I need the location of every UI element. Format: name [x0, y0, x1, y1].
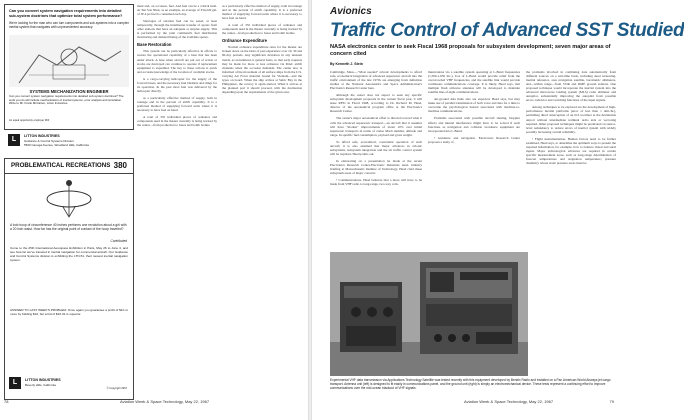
- puzzle-title: PROBLEMATICAL RECREATIONS: [11, 162, 111, 169]
- litton2-address: Beverly Hills, California: [25, 383, 56, 387]
- puzzle-body: A bob hoop of circumference 40 inches performs one revolution about a girl with a 20 inch waist. How far has the original point of contact of the hoop traveled?: [10, 223, 127, 231]
- litton2-credit: © Copyright 1967: [106, 387, 127, 390]
- right-col-2-p3: Problems associated with possible aircraft sharing, Doppler effects and mutual interference might have to be solved if such functions as navigation and collision avoidance equipment are incorporated into L-Band.: [428, 116, 520, 133]
- left-col-b: [222, 4, 302, 97]
- puzzle-answer: ANSWER TO LAST WEEK'S PROBLEM: Once again you guarantee a profit of $10 or more by bidding $10, but a bid of $10.01 is superior.: [10, 308, 128, 316]
- base-restoration-text: This system can be particularly effective in efforts to restore the operational capability of a base that has been under attack. A base when aircraft are put out of action or stocks are destroyed can continue to operate if replacement equipment is expedited. The key to these actions is quick and accurate knowledge of the location of available stocks.: [137, 49, 217, 74]
- puzzle-number: 380: [113, 161, 127, 170]
- right-page: [314, 0, 684, 410]
- litton-division: Guidance & Control Systems Division: [24, 139, 74, 143]
- right-col-1-p3: The center's major aeronautical effort is directed toward what it calls the advanced supersonic transport—an aircraft that it assumes will have "modest" improvements of about 10% over initial supersonic transports in terms of cruise Mach number, altitude and range. In specific fuel consumption, payload and gross weight.: [330, 116, 422, 137]
- right-col-3-p1: the problems involved in combining data automatically from different sources on a real-time basis, including dead reckoning, inertial reference, area navigation satellite, barometric altimeters, and—within range—from VOR and DME ground stations. One proposed technique would incorporate the inertial system into the advanced microwave landing system (MLS) radar altimeter and autopilot, substantially improving the autopilot from possible errors, behavior and switching functions of the input signals.: [526, 70, 616, 103]
- left-col-b-p2: A total of 355 individual pieces of ordnance and components used in the theater currently is being tracked by the center—from production to bases and bomb bodies.: [222, 23, 302, 36]
- right-col-2: [428, 70, 520, 248]
- puzzle-contributor: Contributed: [110, 239, 127, 243]
- equipment-photo-image: [330, 252, 528, 376]
- right-col-2-p2: Air-ground data links also are expected, Head says, but may make use of parallel transmission of both voice and data for a time to overcome the psychological hazard associated with machine-to-machine communications.: [428, 97, 520, 114]
- litton2-company: LITTON INDUSTRIES: [25, 378, 61, 382]
- ordnance-text: Normal ordnance expenditure rates for the theater are broken down on the basis of past experience over 10, 30 and 90-day periods. Any significant deviation in any unusual trends, as an itemized or general basis, so that early requests may be made for more or less ordnance via MAC airlift channels when the occasion demands. The center also is informed of the movement of all surface ships from the U.S. carrying Air Force materiel bound for Vietnam—and the types on board. When the ship arrives at Subic Bay in the Philippines, the convoy is again alerted. When it arrives at the planned port it should proceed, with the destination depending upon the requirements of the given area.: [222, 45, 302, 94]
- right-folio: 79: [609, 399, 614, 404]
- left-folio: 78: [4, 399, 9, 404]
- ad-question: Can you convert system navigation requirements into detailed sub-system doctrines that optimize total system performance?: [9, 9, 123, 18]
- deck: NASA electronics center to seek Fiscal 1968 proposals for subsystem development; seven major areas of concern cited: [330, 44, 611, 57]
- ad-text: Can you convert system navigation requirements into detailed sub-system doctrines? The work you do will include mechanization of inertial systems, error analysis and simulation. Write to Mr. Frank McCarten, Litton Industries.: [9, 94, 124, 105]
- litton-street: 5500 Canoga Avenue, Woodland Hills, California: [24, 143, 89, 147]
- right-col-3-p2: Among techniques to be explored are the development of high-performance inertial platforms (error of less than 1 nmi./hr.), permitting direct interception of an ILS localizer at the destination airport without intermediate terminal radio aids or vectoring required. Other proposed techniques might be predicated on sensor-level redundancy to reduce errors of inertial system with widely possibly increasing overall reliability.: [526, 105, 616, 134]
- left-col-a-p4: as a particularly effective method of supply, both in tonnage and in the percent of airlift capability. It is a preferred method of supplying forward units where it is necessary to have fuel on hand.: [137, 95, 217, 113]
- right-col-1-p4: To afford safe, economical, convenient operation of such aircraft, it is also assumed that major advances in avionic subsystems, subsystem integration and the air traffic control system will be required, Head points out.: [330, 139, 422, 156]
- headline: Traffic Control of Advanced SST Studied: [330, 20, 684, 41]
- right-col-1-p6: • Communications. Head believes that a more will have to be made from VHF radio to long-range, two-way com-: [330, 178, 422, 187]
- engineer-illustration: [9, 35, 129, 87]
- mechanization-engineer-ad: [4, 4, 134, 130]
- right-footer: Aviation Week & Space Technology, May 22, 1967: [464, 399, 554, 404]
- puzzle-header: [5, 159, 133, 174]
- ad-body: We're looking for the man who can turn components and sub-systems into a complex inertial system that navigates with unprecedented accuracy.: [9, 21, 129, 29]
- left-footer: Aviation Week & Space Technology, May 22, 1967: [120, 399, 210, 404]
- left-col-b-p1: as a particularly effective method of supply, both in tonnage and in the percent of airlift capability. It is a preferred method of supplying forward units where it is necessary to have fuel on hand.: [222, 4, 302, 21]
- equipment-photo: [330, 252, 528, 376]
- photo-caption: Experimental VHF data transmission via Applications Technology Satellite was tested recently with this equipment developed by Bendix Radio and installed on a Pan American World Airways jet cargo transport. Antenna unit (left) is designed to fit easily in communications panel, and the ground unit (right) is simply an electromechanical device. These tests represent a continuing effort to improve communications over the mid-ocean blackout of VHF signals.: [330, 378, 611, 390]
- right-col-1-p5: In elaborating on a presentation he made at the recent Electronics Research Center-Electronic Industries Assn. industry briefing at Massachusetts Institute of Technology, Head cited these subsystem areas of major concern:: [330, 158, 422, 176]
- right-col-3: [526, 70, 616, 376]
- ordnance-heading: Ordnance Expenditure: [222, 38, 267, 44]
- right-col-1: [330, 70, 422, 248]
- litton-logo-icon: L: [8, 134, 20, 146]
- hoop-illustration: [9, 177, 129, 221]
- litton-logo-icon-2: L: [9, 377, 21, 389]
- litton-company: LITTON INDUSTRIES: [24, 134, 60, 138]
- ad-note: An equal opportunity employer M/F: [9, 119, 50, 122]
- right-col-2-p4: • Guidance and navigation. Electronics Research Center proposes a study of: [428, 135, 520, 144]
- left-col-a-p3: is a cargo-carrying helicopter for the supply of the forward bases, and the necessary fuel bladders and slings for its operation. In the past most fuel was delivered by the helicopter directly.: [137, 76, 218, 93]
- right-col-3-p3: • Flight instrumentation. Human factors need to be further examined, Head says, to determine the optimum ways to present the required information, for example, how to balance visual and aural inputs. Major technological advances are required in certain specific measurement areas, such as long-range determination of freecast temperatures and stagnation temperature; pressure chemistry whose static pressure areas must be: [526, 136, 616, 165]
- right-col-1-p1: Cambridge, Mass.—"Most needed" avionic developments to afford safe, economical integration of advanced supersonic aircraft into the traffic environment of the late 1970s are emerging from definition studies at the National Aeronautics and Space Administration's Electronics Research Center here.: [330, 70, 422, 91]
- left-col-a-p5: A total of 355 individual pieces of ordnance and components used in the theater currently is being tracked by the center—from production to bases and bomb bodies.: [137, 115, 217, 128]
- left-col-a-p2: Shortages of aviation fuel can be eased, at least temporarily, through the intertheater transfer of spares from other stations that have an adequate or surplus supply. This is performed by the joint command's fuel distribution monitoring and demand listing of the available spares.: [137, 19, 217, 40]
- right-col-1-p2: Although the center does not expect to seek any specific subsystem development proposals in the current fiscal year, it will issue RFPs in Fiscal 1968, according to Dr. Richard M. Head, director of the aeronautical program office at the Electronics Research Center.: [330, 93, 422, 114]
- left-col-a: [137, 4, 217, 130]
- ad-title: SYSTEMS MECHANIZATION ENGINEER: [29, 89, 109, 94]
- byline: By Kenneth J. Stein: [330, 62, 363, 66]
- right-col-2-p1: munications via a satellite system operating at L-Band frequencies (1,500-1,650 mc.). Use of L-Band would provide relief from the overcrowded VHF frequencies, and the satellite link would provide continuous communications coverage. It is likely, Head says, that multiple flash airborne antennas will be developed to maintain satellite line-of-sight communications.: [428, 70, 520, 95]
- problematical-recreations-ad: [4, 158, 134, 400]
- section-tag: Avionics: [330, 6, 372, 17]
- litton-ad-2: [5, 375, 133, 395]
- page-gutter: [308, 0, 312, 420]
- base-restoration-heading: Base Restoration: [137, 42, 172, 48]
- left-col-a-p1: ment and, on occasion, fuel. And fuel can be a critical item. At Tan Son Nhut, as an example, an average of 334,220 gal. of JP-4 jet fuel is consumed each day.: [137, 4, 217, 17]
- puzzle-promo: Come to the 25th International Aerospace Exhibition in Paris, May 26 to June 4, and see how far we've traveled in inertial navigation for commercial aircraft. Our Guidance and Control Systems division is exhibiting the LTN-51, their newest inertial navigation system.: [10, 246, 128, 262]
- litton-ad-1: [4, 132, 132, 152]
- left-page: [0, 0, 306, 410]
